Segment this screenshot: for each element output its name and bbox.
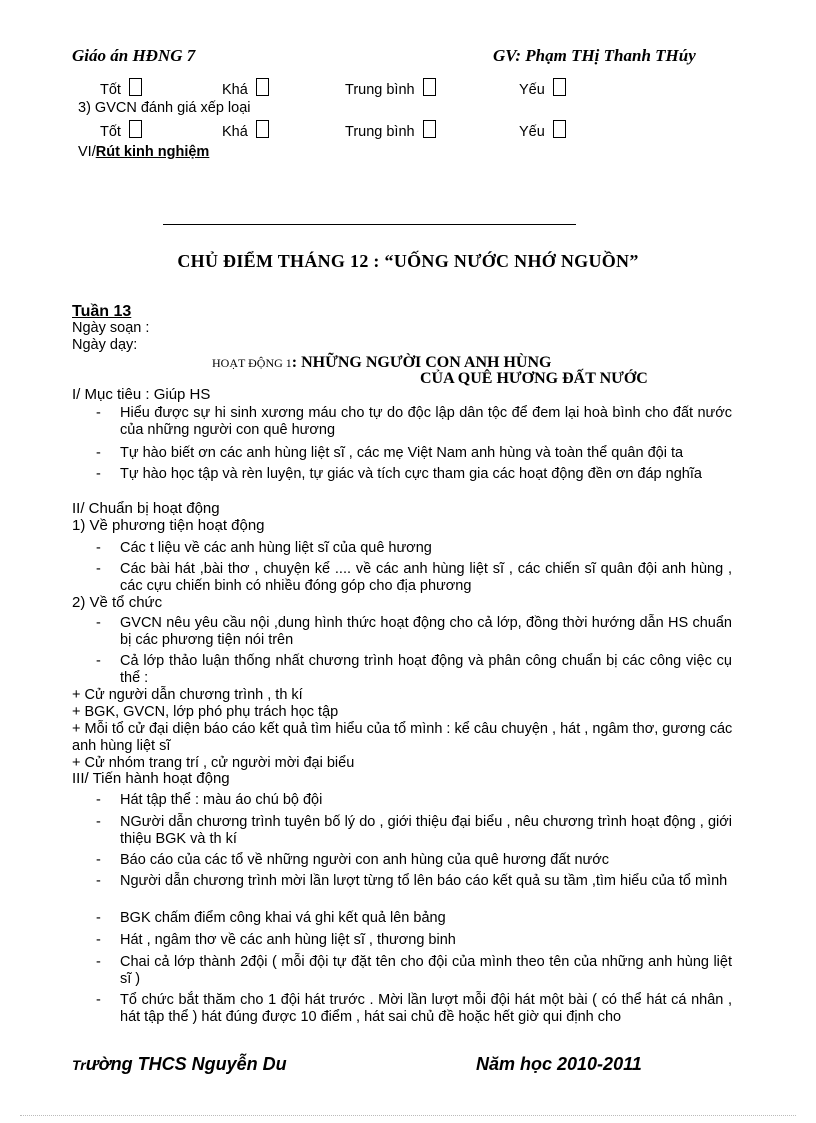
list-item-text: Tổ chức bắt thăm cho 1 đội hát trước . Mời lần lượt mỗi đội hát một bài ( có thể hát cá nhân , hát tập thể ) hát đúng được 10 điểm , hát sai chủ đề hoặc hết giờ qui định cho <box>120 992 732 1025</box>
header-right: GV: Phạm THị Thanh THúy <box>493 46 696 65</box>
bullet-dash: - <box>96 910 101 926</box>
rating-label: Khá <box>222 124 248 140</box>
gvcn-rating-heading: 3) GVCN đánh giá xếp loại <box>78 100 251 116</box>
list-item <box>72 792 732 809</box>
list-item-text: Các bài hát ,bài thơ , chuyện kể .... về các anh hùng liệt sĩ , các chiến sĩ quân đội anh hùng , các cựu chiến binh có nhiều đóng góp cho địa phương <box>120 561 732 594</box>
bullet-dash: - <box>96 992 101 1008</box>
rating-label: Yếu <box>519 124 545 140</box>
bullet-dash: - <box>96 540 101 556</box>
rating-option-fair[interactable] <box>222 78 269 98</box>
rating-label: Khá <box>222 82 248 98</box>
rating-option-average[interactable] <box>345 78 436 98</box>
plus-item: + Mỗi tổ cử đại diện báo cáo kết quả tìm hiểu của tổ mình : kể câu chuyện , hát , ngâm thơ, gương các anh hùng liệt sĩ <box>72 721 733 754</box>
rating-option-average[interactable] <box>345 120 436 140</box>
list-item <box>72 814 732 848</box>
rating-option-weak[interactable] <box>519 78 566 98</box>
bullet-dash: - <box>96 466 101 482</box>
section-6-heading <box>78 144 209 160</box>
checkbox[interactable] <box>256 120 269 138</box>
checkbox[interactable] <box>129 78 142 96</box>
list-item-text: Chai cả lớp thành 2đội ( mỗi đội tự đặt tên cho đội của mình theo tên của những anh hùng liệt sĩ ) <box>120 954 732 987</box>
rating-label: Trung bình <box>345 124 415 140</box>
bullet-dash: - <box>96 814 101 830</box>
bullet-dash: - <box>96 792 101 808</box>
rating-option-good[interactable] <box>100 78 142 98</box>
checkbox[interactable] <box>553 78 566 96</box>
section-2-title: II/ Chuẩn bị hoạt động <box>72 500 220 517</box>
bullet-dash: - <box>96 445 101 461</box>
list-item-text: Hát tập thể : màu áo chú bộ đội <box>120 792 323 808</box>
bullet-dash: - <box>96 615 101 631</box>
plus-item: + Cử nhóm trang trí , cử người mời đại biểu <box>72 755 355 771</box>
divider <box>163 224 576 225</box>
list-item-text: Báo cáo của các tổ về những người con anh hùng của quê hương đất nước <box>120 852 609 868</box>
list-item <box>72 852 732 869</box>
list-item <box>72 405 732 439</box>
section-6-prefix: VI/ <box>78 144 96 160</box>
theme-title: CHỦ ĐIỂM THÁNG 12 : “UỐNG NƯỚC NHỚ NGUỒN” <box>177 251 639 271</box>
rating-label: Tốt <box>100 82 121 98</box>
rating-label: Yếu <box>519 82 545 98</box>
list-item <box>72 992 732 1026</box>
list-item <box>72 954 732 988</box>
activity-prefix: HOẠT ĐỘNG 1 <box>212 356 292 370</box>
list-item <box>72 873 732 890</box>
rating-label: Trung bình <box>345 82 415 98</box>
list-item-text: BGK chấm điểm công khai vá ghi kết quả lên bảng <box>120 910 446 926</box>
list-item <box>72 653 732 687</box>
bullet-dash: - <box>96 852 101 868</box>
list-item <box>72 615 732 649</box>
list-item-text: Hiểu được sự hi sinh xương máu cho tự do độc lập dân tộc để đem lại hoà bình cho đất nước của những người con quê hương <box>120 405 732 438</box>
footer-school-prefix: Tr <box>72 1057 86 1073</box>
list-item-text: Các t liệu về các anh hùng liệt sĩ của quê hương <box>120 540 432 556</box>
checkbox[interactable] <box>256 78 269 96</box>
section-2-sub1: 1) Về phương tiện hoạt động <box>72 517 265 534</box>
list-item <box>72 445 732 462</box>
section-1-title: I/ Mục tiêu : Giúp HS <box>72 386 211 403</box>
bullet-dash: - <box>96 954 101 970</box>
list-item <box>72 466 732 483</box>
list-item <box>72 910 732 927</box>
list-item-text: Tự hào học tập và rèn luyện, tự giác và tích cực tham gia các hoạt động đền ơn đáp nghĩa <box>120 466 702 482</box>
date-teach: Ngày dạy: <box>72 337 138 353</box>
list-item <box>72 561 732 595</box>
week-label: Tuần 13 <box>72 303 132 320</box>
plus-item: + BGK, GVCN, lớp phó phụ trách học tập <box>72 704 339 720</box>
checkbox[interactable] <box>553 120 566 138</box>
bullet-dash: - <box>96 932 101 948</box>
list-item-text: NGười dẫn chương trình tuyên bố lý do , giới thiệu đại biểu , nêu chương trình hoạt động , giới thiệu BGK và th kí <box>120 814 732 847</box>
checkbox[interactable] <box>423 78 436 96</box>
page-bottom-border <box>20 1115 796 1116</box>
rating-option-good[interactable] <box>100 120 142 140</box>
rating-option-fair[interactable] <box>222 120 269 140</box>
section-3-title: III/ Tiến hành hoạt động <box>72 770 230 787</box>
rating-label: Tốt <box>100 124 121 140</box>
list-item-text: Hát , ngâm thơ về các anh hùng liệt sĩ , thương binh <box>120 932 456 948</box>
activity-title-main: : NHỮNG NGƯỜI CON ANH HÙNG <box>291 354 552 371</box>
section-6-title: Rút kinh nghiệm <box>95 144 210 160</box>
list-item <box>72 932 732 949</box>
rating-option-weak[interactable] <box>519 120 566 140</box>
footer-school <box>72 1054 287 1075</box>
checkbox[interactable] <box>423 120 436 138</box>
bullet-dash: - <box>96 873 101 889</box>
header-left: Giáo án HĐNG 7 <box>72 46 196 65</box>
footer-school-name: ường THCS Nguyễn Du <box>85 1054 287 1074</box>
bullet-dash: - <box>96 653 101 669</box>
list-item-text: Tự hào biết ơn các anh hùng liệt sĩ , các mẹ Việt Nam anh hùng và toàn thể quân đội ta <box>120 445 684 461</box>
date-prepare: Ngày soạn : <box>72 320 150 336</box>
checkbox[interactable] <box>129 120 142 138</box>
list-item-text: Người dẫn chương trình mời lần lượt từng tổ lên báo cáo kết quả su tầm ,tìm hiểu của tổ mình <box>120 873 728 889</box>
bullet-dash: - <box>96 405 101 421</box>
plus-item: + Cử người dẫn chương trình , th kí <box>72 687 303 703</box>
list-item-text: Cả lớp thảo luận thống nhất chương trình hoạt động và phân công chuẩn bị các công việc cụ thể : <box>120 653 732 686</box>
list-item-text: GVCN nêu yêu cầu nội ,dung hình thức hoạt động cho cả lớp, đồng thời hướng dẫn HS chuẩn bị các phương tiện nói trên <box>120 615 732 648</box>
footer-year: Năm học 2010-2011 <box>476 1054 642 1074</box>
bullet-dash: - <box>96 561 101 577</box>
activity-title-line2: CỦA QUÊ HƯƠNG ĐẤT NƯỚC <box>420 370 648 387</box>
list-item <box>72 540 732 557</box>
section-2-sub2: 2) Về tổ chức <box>72 594 163 611</box>
